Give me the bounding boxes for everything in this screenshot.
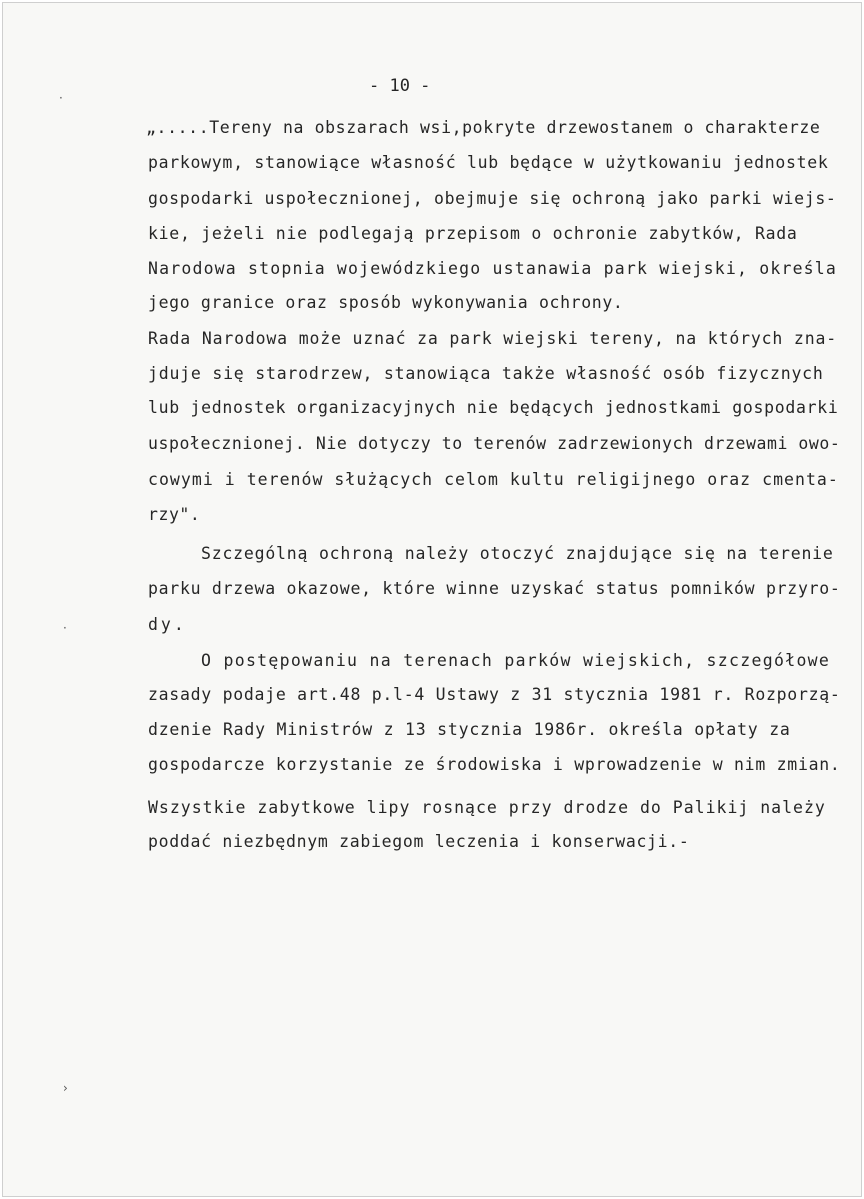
text-line: kie, jeżeli nie podlegają przepisom o ochronie zabytków, Rada [148,224,798,243]
text-line: cowymi i terenów służących celom kultu religijnego oraz cmenta- [148,470,839,489]
page-number: - 10 - [369,76,431,96]
text-line: dy. [148,615,187,634]
text-line: gospodarki uspołecznionej, obejmuje się ochroną jako parki wiejs- [148,189,837,208]
text-line: gospodarcze korzystanie ze środowiska i wprowadzenie w nim zmian. [148,755,841,774]
document-page [2,2,862,1197]
text-line: poddać niezbędnym zabiegom leczenia i konserwacji.- [148,832,690,851]
margin-mark: · [63,621,67,635]
text-line: O postępowaniu na terenach parków wiejskich, szczegółowe [201,651,831,670]
text-line: parkowym, stanowiące własność lub będące w użytkowaniu jednostek [148,153,829,172]
text-line: jduje się starodrzew, stanowiąca także własność osób fizycznych [148,364,824,383]
margin-mark: › [63,1081,68,1095]
text-line: lub jednostek organizacyjnych nie będących jednostkami gospodarki [148,398,839,417]
text-line: „.....Tereny na obszarach wsi,pokryte drzewostanem o charakterze [146,118,821,137]
margin-mark: · [59,91,63,105]
text-line: rzy". [148,505,201,524]
text-line: Narodowa stopnia wojewódzkiego ustanawia park wiejski, określa [148,259,838,278]
text-line: uspołecznionej. Nie dotyczy to terenów zadrzewionych drzewami owo- [148,434,841,453]
text-line: dzenie Rady Ministrów z 13 stycznia 1986r. określa opłaty za [148,720,791,739]
text-line: Szczególną ochroną należy otoczyć znajdujące się na terenie [201,544,834,563]
text-line: zasady podaje art.48 p.l-4 Ustawy z 31 stycznia 1981 r. Rozporzą- [148,685,841,704]
text-line: jego granice oraz sposób wykonywania ochrony. [148,293,624,312]
text-line: parku drzewa okazowe, które winne uzyskać status pomników przyro- [148,579,841,598]
text-line: Rada Narodowa może uznać za park wiejski tereny, na których zna- [148,329,837,348]
text-line: Wszystkie zabytkowe lipy rosnące przy drodze do Palikij należy [148,798,826,817]
